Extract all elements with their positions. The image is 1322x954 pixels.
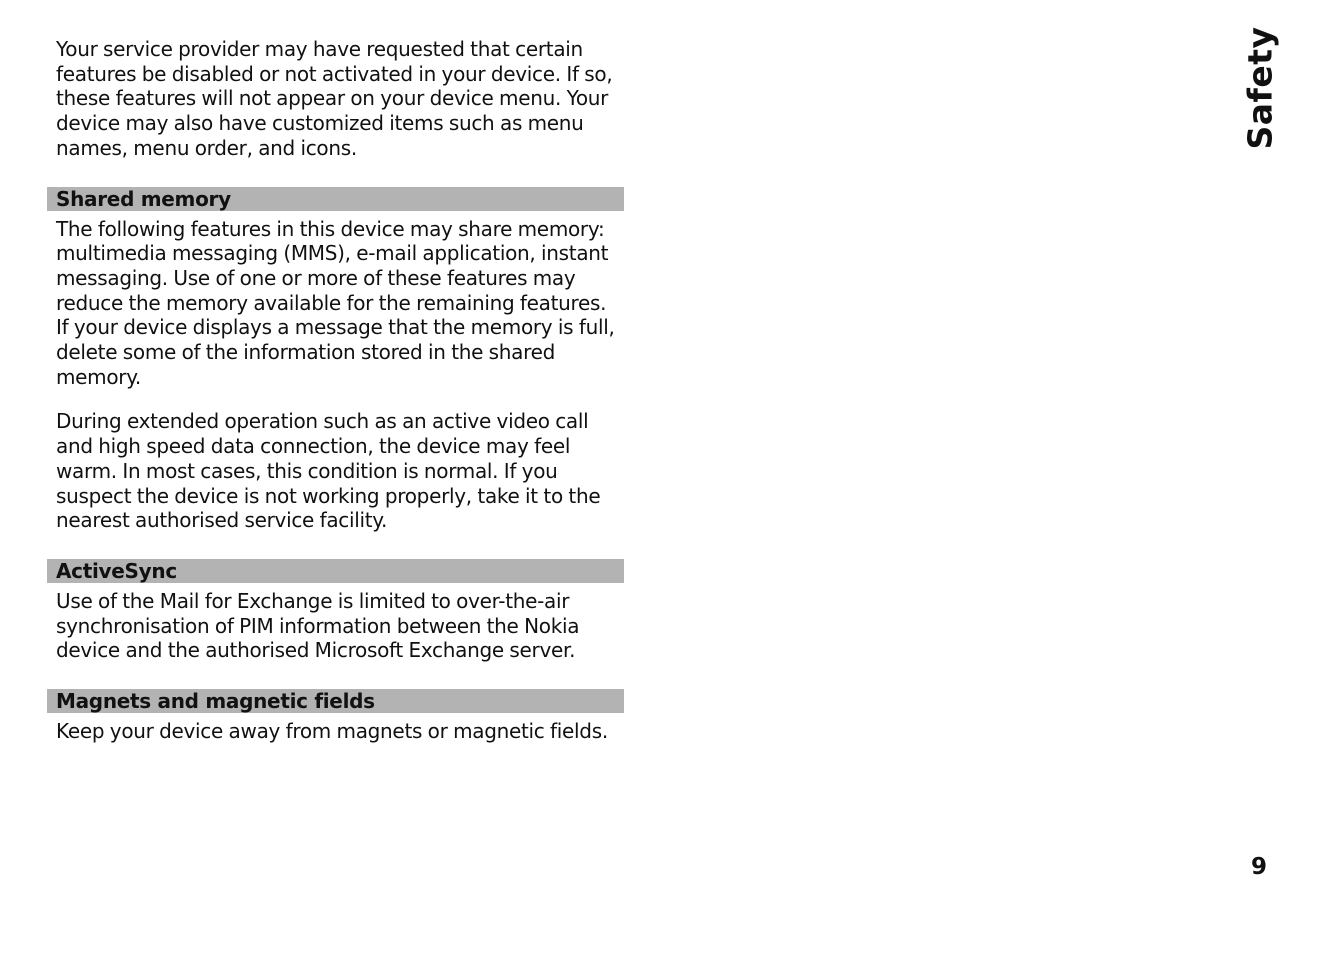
chapter-side-title-text: Safety [1240,26,1280,150]
section-heading: Shared memory [47,187,624,211]
section-paragraph: During extended operation such as an active video call and high speed data connection, the device may feel warm. In most cases, this condition is normal. If you suspect the device is not working properly, take it to the nearest authorised service facility. [56,409,601,533]
section-shared-memory [47,187,624,533]
page-content [47,37,624,744]
section-heading: ActiveSync [47,559,624,583]
section-activesync [47,559,624,663]
section-magnets [47,689,624,744]
page-number: 9 [1250,854,1267,880]
section-paragraph: Use of the Mail for Exchange is limited to over-the-air synchronisation of PIM information between the Nokia device and the authorised Microsoft Exchange server. [56,588,580,663]
section-paragraph: Keep your device away from magnets or magnetic fields. [56,719,608,744]
intro-paragraph: Your service provider may have requested that certain features be disabled or not activated in your device. If so, these features will not appear on your device menu. Your device may also have customized items such as menu names, menu order, and icons. [56,37,613,160]
section-paragraph: The following features in this device may share memory: multimedia messaging (MMS), e-mail application, instant messaging. Use of one or more of these features may reduce the memory available for the remaining features. If your device displays a message that the memory is full, delete some of the information stored in the shared memory. [56,216,615,389]
section-heading: Magnets and magnetic fields [47,689,624,713]
chapter-side-title [1238,26,1282,150]
